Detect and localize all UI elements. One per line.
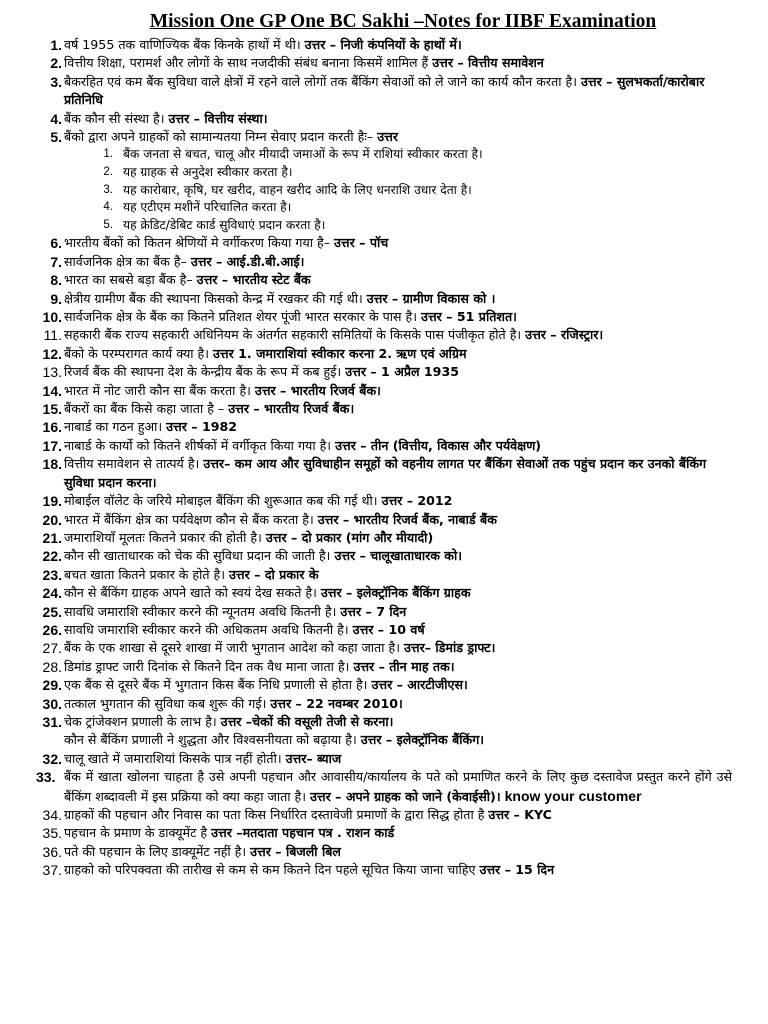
question-item (44, 73, 732, 110)
question-text: कौन से बैंकिंग ग्राहक अपने खाते को स्वयं देख सकते है। (64, 585, 317, 601)
answer-text: उत्तर – 51 प्रतिशत। (421, 309, 517, 325)
question-item (44, 547, 732, 565)
question-item (44, 806, 732, 824)
question-item (44, 621, 732, 639)
question-text: बचत खाता कितने प्रकार के होते है। (64, 566, 226, 582)
answer-text: उत्तर – रजिस्ट्रार। (525, 327, 604, 343)
question-number: 13. (42, 364, 62, 381)
service-number: 5. (103, 218, 113, 231)
answer-text: उत्तर– ब्याज (285, 750, 342, 766)
answer-text: उत्तर – 2012 (381, 493, 453, 509)
question-text: एक बैंक से दूसरे बैंक में भुगतान किस बैंक निधि प्रणाली से होता है। (64, 677, 368, 693)
question-text: बैंक कौन सी संस्था है। (64, 110, 165, 126)
question-text: ग्राहकों की पहचान और निवास का पता किस निर्धारित दस्तावेजी प्रमाणों के द्वारा सिद्ध होता है (64, 807, 485, 822)
service-item (99, 164, 732, 182)
question-text: जमाराशियॉं मूलतः कितने प्रकार की होती है। (64, 529, 262, 545)
answer-text: उत्तर – अपने ग्राहक को जाने (केवाईसी)। (310, 788, 501, 804)
question-text: सावधि जमाराशि स्वीकार करने की न्यूनतम अवधि कितनी है। (64, 603, 337, 619)
service-number: 1. (103, 148, 113, 161)
question-number: 36. (42, 843, 62, 860)
service-text: यह क्रेडिट/डेबिट कार्ड सुविधाएं प्रदान करता है। (123, 217, 326, 232)
answer-text: उत्तर – 15 दिन (479, 862, 555, 878)
answer-text: उत्तर – तीन माह तक। (353, 658, 455, 674)
question-number: 28. (42, 658, 62, 675)
question-number: 24. (42, 585, 62, 602)
question-item (44, 363, 732, 381)
question-number: 26. (42, 621, 62, 638)
service-list (44, 146, 732, 234)
question-number: 20. (42, 511, 62, 528)
answer-text: उत्तर – चालूखाताधारक को। (334, 548, 462, 564)
question-item (44, 345, 732, 363)
service-item (99, 146, 732, 164)
question-number: 1. (50, 37, 62, 53)
question-text: बैंको के परम्परागत कार्य क्या है। (64, 345, 209, 361)
answer-text: उत्तर – दो प्रकार (मांग और मीयादी) (265, 529, 434, 545)
question-item (44, 658, 732, 676)
question-number: 4. (50, 110, 62, 127)
answer-text: उत्तर – KYC (488, 807, 552, 822)
question-number: 31. (42, 713, 62, 730)
answer-text: उत्तर – 7 दिन (340, 603, 407, 619)
answer-text: उत्तर – आई.डी.बी.आई। (190, 253, 305, 269)
question-number: 18. (42, 456, 62, 473)
question-item (44, 584, 732, 602)
question-text: सार्वजनिक क्षेत्र के बैंक का कितने प्रतिशत शेयर पूंजी भारत सरकार के पास है। (64, 309, 418, 325)
service-text: यह एटीएम मशीनें परिचालित करता है। (123, 200, 292, 215)
question-text: भारत में नोट जारी कौन सा बैंक करता है। (64, 382, 251, 398)
answer-text: उत्तर – 10 वर्ष (352, 621, 425, 637)
answer-text: उत्तर – निजी कंपनियों के हाथों में। (304, 37, 462, 52)
question-number: 23. (42, 566, 62, 583)
question-number: 22. (42, 548, 62, 565)
question-item (44, 36, 732, 54)
question-item (44, 511, 732, 529)
question-number: 16. (42, 419, 62, 436)
question-text: चालू खाते में जमाराशियां किसके पात्र नहीं होती। (64, 750, 282, 766)
question-item (44, 492, 732, 510)
answer-text: उत्तर 1. जमाराशियां स्वीकार करना 2. ऋण एवं अग्रिम (213, 345, 467, 361)
question-text: ग्राहको को परिपक्वता की तारीख से कम से कम कितने दिन पहले सूचित किया जाना चाहिए (64, 862, 476, 878)
question-item (44, 128, 732, 146)
question-text: सावधि जमाराशि स्वीकार करने की अधिकतम अवधि कितनी है। (64, 621, 349, 637)
question-number: 3. (50, 73, 62, 90)
answer-text: उत्तर (377, 129, 398, 145)
service-item (99, 182, 732, 200)
question-number: 33. (36, 769, 56, 786)
question-number: 2. (50, 55, 62, 72)
question-text: वित्तीय समावेशन से तात्पर्य है। (64, 456, 200, 472)
question-text: पहचान के प्रमाण के डाक्यूमेंट है (64, 825, 208, 841)
question-text: नाबार्ड के कार्यो को कितने शीर्षकों में वर्गीकृत किया गया है। (64, 437, 332, 453)
question-item (44, 437, 732, 455)
question-text: बैंकरों का बैंक किसे कहा जाता है – (64, 401, 225, 417)
question-item (44, 676, 732, 694)
question-item (44, 110, 732, 128)
question-number: 12. (42, 345, 62, 362)
question-number: 7. (50, 253, 62, 270)
question-item (44, 455, 732, 492)
question-text: मोबाईल वॉलेट के जरिये मोबाइल बैंकिंग की शुरूआत कब की गई थी। (64, 493, 378, 509)
question-item (44, 713, 732, 731)
service-number: 3. (103, 183, 113, 196)
question-continuation (44, 731, 732, 749)
question-text: वित्तीय शिक्षा, परामर्श और लोगों के साथ नजदीकी संबंध बनाना किसमें शामिल हैं (64, 55, 429, 71)
question-item (44, 824, 732, 842)
question-text: भारत में बैंकिंग क्षेत्र का पर्यवेक्षण कौन से बैंक करता है। (64, 511, 314, 527)
answer-text: उत्तर – तीन (वित्तीय, विकास और पर्यवेक्षण) (335, 437, 542, 453)
answer-text: उत्तर – इलेक्ट्रॉनिक बैंकिंग ग्राहक (320, 585, 471, 601)
answer-text: उत्तर – 22 नवम्बर 2010। (270, 695, 403, 711)
answer-text: उत्तर – सुलभकर्ता/कारोबार प्रतिनिधि (64, 73, 705, 108)
question-text: वर्ष 1955 तक वाणिज्यिक बैंक किनके हाथों में थी। (64, 37, 301, 52)
answer-english: know your customer (504, 787, 642, 804)
service-item (99, 199, 732, 217)
question-text: क्षेत्रीय ग्रामीण बैंक की स्थापना किसको केन्द्र में रखकर की गई थी। (64, 290, 363, 306)
question-number: 15. (42, 401, 62, 418)
question-text: डिमांड ड्राफ्ट जारी दिनांक से कितने दिन तक वैध माना जाता है। (64, 658, 350, 674)
service-text: बैंक जनता से बचत, चालू और मीयादी जमाओं के रूप में राशियां स्वीकार करता है। (123, 147, 483, 162)
answer-text: उत्तर – दो प्रकार के (229, 566, 319, 582)
question-text: सहकारी बैंक राज्य सहकारी अधिनियम के अंतर्गत सहकारी समितियों के किसके पास पंजीकृत होते है। (64, 327, 522, 343)
question-text: बैंक में खाता खोलना चाहता है उसे अपनी पहचान और आवासीय/कार्यालय के पते को प्रमाणित करने के लिए कुछ दस्तावेज प्रस्तुत करने होंगे उसे बैंकिंग शब्दावली में इस प्रक्रिया को क्या कहा जाता है। (64, 769, 732, 804)
question-number: 32. (42, 750, 62, 767)
answer-text: उत्तर – वित्तीय समावेशन (432, 55, 544, 71)
question-item (44, 750, 732, 768)
question-number: 11. (43, 327, 62, 344)
question-number: 35. (42, 825, 62, 842)
answer-text: उत्तर – पॉच (334, 235, 389, 251)
answer-text: उत्तर– कम आय और सुविधाहीन समूहों को वहनीय लागत पर बैंकिंग सेवाओं तक पहुंच प्रदान कर उनको बैंकिंग सुविधा प्रदान करना। (64, 456, 707, 490)
question-number: 5. (50, 129, 62, 146)
answer-text: उत्तर– डिमांड ड्राफ्ट। (403, 640, 496, 656)
page-title: Mission One GP One BC Sakhi –Notes for IIBF Examination (149, 11, 657, 32)
answer-text: उत्तर –मतदाता पहचान पत्र . राशन कार्ड (211, 825, 395, 841)
question-number: 10. (42, 309, 62, 326)
service-text: यह ग्राहक से अनुदेश स्वीकार करता है। (123, 165, 293, 180)
question-text: कौन सी खाताधारक को चेक की सुविधा प्रदान की जाती है। (64, 548, 331, 564)
answer-text: उत्तर – ग्रामीण विकास को । (366, 290, 496, 306)
answer-text: उत्तर – इलेक्ट्रॉनिक बैंकिंग। (360, 732, 485, 748)
question-item (44, 843, 732, 861)
question-number: 19. (42, 493, 62, 510)
question-item (44, 400, 732, 418)
question-number: 8. (50, 272, 62, 289)
answer-text: उत्तर – बिजली बिल (250, 843, 341, 859)
answer-text: उत्तर – वित्तीय संस्था। (168, 110, 268, 126)
question-text: बैकरहित एवं कम बैंक सुविधा वाले क्षेत्रों में रहने वाले लोगों तक बैंकिंग सेवाओं को ले जाने का कार्य कौन करता है। (64, 73, 577, 89)
question-text: बैंको द्वारा अपने ग्राहकों को सामान्यतया निम्न सेवाए प्रदान करती हैः– (64, 129, 374, 145)
question-text: तत्काल भुगतान की सुविधा कब शुरू की गई। (64, 695, 267, 711)
question-item (44, 271, 732, 289)
question-item (44, 234, 732, 252)
service-number: 2. (103, 166, 113, 179)
question-item (44, 54, 732, 72)
question-item (44, 603, 732, 621)
question-number: 17. (42, 437, 62, 454)
answer-text: उत्तर –चेकों की वसूली तेजी से करना। (220, 713, 394, 729)
question-list (36, 36, 732, 880)
question-item (44, 566, 732, 584)
answer-text: उत्तर – भारतीय रिजर्व बैंक। (228, 401, 355, 417)
question-text: चेक ट्रांजेक्शन प्रणाली के लाभ है। (64, 713, 217, 729)
question-item (44, 639, 732, 657)
question-text: सार्वजनिक क्षेत्र का बैंक है– (64, 253, 187, 269)
question-item (44, 253, 732, 271)
service-text: यह कारोबार, कृषि, घर खरीद, वाहन खरीद आदि के लिए धनराशि उधार देता है। (123, 182, 472, 197)
question-item (44, 308, 732, 326)
question-text: कौन से बैंकिंग प्रणाली ने शुद्धता और विश्वसनीयता को बढ़ाया है। (64, 732, 357, 748)
answer-text: उत्तर – भारतीय रिजर्व बैंक। (254, 382, 381, 398)
question-number: 9. (50, 290, 62, 307)
question-number: 27. (42, 640, 62, 657)
question-number: 29. (42, 677, 62, 694)
question-text: पते की पहचान के लिए डाक्यूमेंट नहीं है। (64, 843, 247, 859)
question-number: 25. (42, 603, 62, 620)
question-item (36, 768, 732, 806)
question-number: 6. (50, 235, 62, 252)
question-number: 14. (42, 382, 62, 399)
question-text: भारतीय बैंकों को कितन श्रेणियों मे वर्गीकरण किया गया है– (64, 235, 331, 251)
question-item (44, 290, 732, 308)
question-number: 21. (42, 529, 62, 546)
question-text: रिजर्व बैंक की स्थापना देश के केन्द्रीय बैंक के रूप में कब हुई। (64, 364, 342, 380)
question-text: बैंक के एक शाखा से दूसरे शाखा में जारी भुगतान आदेश को कहा जाता है। (64, 640, 400, 656)
question-item (44, 695, 732, 713)
question-item (44, 529, 732, 547)
question-item (44, 326, 732, 344)
question-number: 34. (42, 807, 62, 823)
answer-text: उत्तर – 1982 (166, 419, 238, 435)
answer-text: उत्तर – 1 अप्रैल 1935 (345, 364, 459, 380)
question-item (44, 418, 732, 436)
question-text: भारत का सबसे बड़ा बैंक है– (64, 272, 193, 288)
question-number: 37. (42, 862, 62, 879)
service-number: 4. (103, 201, 113, 214)
question-item (44, 861, 732, 879)
question-item (44, 382, 732, 400)
answer-text: उत्तर – भारतीय स्टेट बैंक (196, 272, 311, 288)
service-item (99, 217, 732, 235)
answer-text: उत्तर – भारतीय रिजर्व बैंक, नाबार्ड बैंक (317, 511, 497, 527)
question-number: 30. (42, 695, 62, 712)
question-text: नाबार्ड का गठन हुआ। (64, 419, 163, 435)
answer-text: उत्तर – आरटीजीएस। (371, 677, 468, 693)
